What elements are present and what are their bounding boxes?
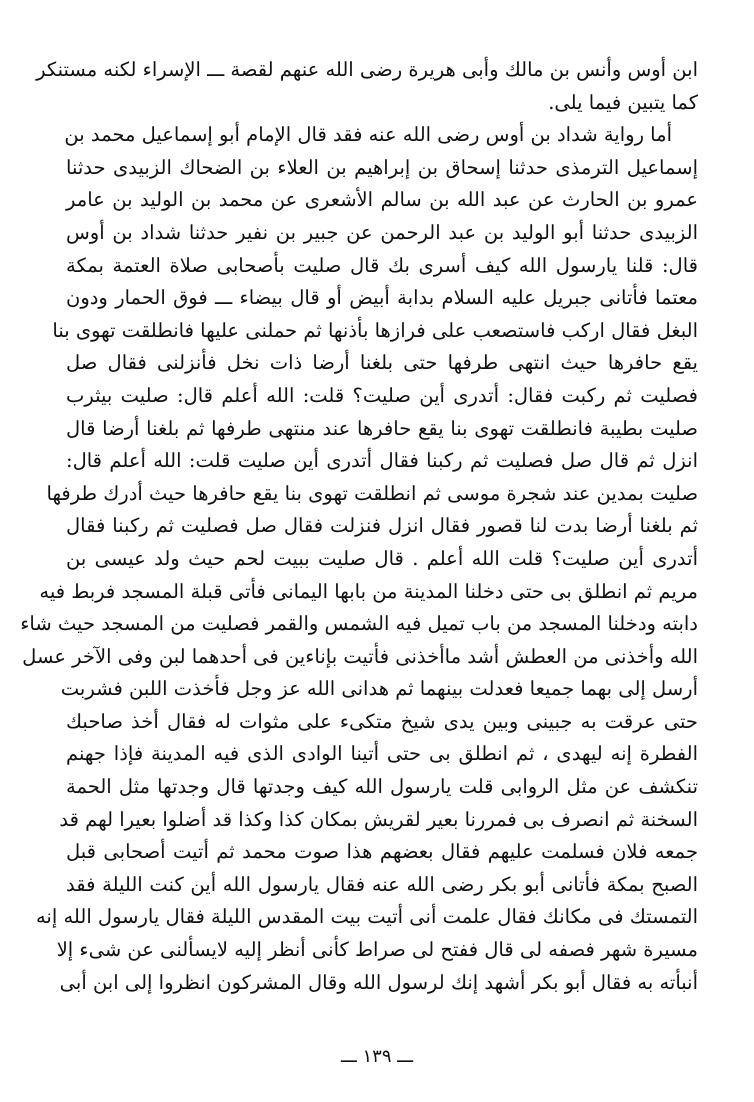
text-line-16: أتدرى أين صليت؟ قلت الله أعلم . قال صليت ببيت لحم حيث ولد عيسى بن (66, 546, 698, 570)
text-line-20: أرسل إلى بهما جميعا فعدلت بينهما ثم هدانى الله عز وجل فأخذت اللبن فشربت (60, 677, 698, 701)
text-line-10: يقع حافرها حيث انتهى طرفها حتى بلغنا أرضا ذات نخل فأنزلنى فقال صل (66, 351, 698, 375)
text-line-14: صليت بمدين عند شجرة موسى ثم انطلقت تهوى بنا يقع حافرها حيث أدرك طرفها (46, 481, 698, 505)
text-line-4: إسماعيل الترمذى حدثنا إسحاق بن إبراهيم بن العلاء بن الضحاك الزبيدى حدثنا (66, 155, 698, 179)
text-line-7: قال: قلنا يارسول الله كيف أسرى بك قال صليت بأصحابى صلاة العتمة بمكة (66, 253, 698, 277)
text-line-13: انزل ثم قال صل فصليت ثم ركبنا فقال أتدرى أين صليت قلت: الله أعلم قال: (66, 449, 698, 473)
text-line-5: عمرو بن الحارث عن عبد الله بن سالم الأشعرى عن محمد بن الوليد بن عامر (66, 188, 698, 212)
text-line-23: تنكشف عن مثل الروابى قلت يارسول الله كيف وجدتها قال وجدتها مثل الحمة (66, 775, 698, 799)
text-line-8: معتما فأتانى جبريل عليه السلام بدابة أبيض أو قال بيضاء ـــ فوق الحمار ودون (66, 286, 698, 310)
text-line-26: الصبح بمكة فأتانى أبو بكر رضى الله عنه فقال يارسول الله أين كنت الليلة فقد (66, 872, 698, 896)
text-line-11: فصليت ثم ركبت فقال: أتدرى أين صليت؟ قلت: الله أعلم قال: صليت بيثرب (66, 383, 698, 407)
text-line-3: أما رواية شداد بن أوس رضى الله عنه فقد قال الإمام أبو إسماعيل محمد بن (64, 123, 672, 147)
page-number: ـــ ١٣٩ ـــ (340, 1046, 414, 1067)
body-text (20, 54, 698, 999)
text-line-17: مريم ثم انطلق بى حتى دخلنا المدينة من بابها اليمانى فأتى قبلة المسجد فربط فيه (39, 579, 698, 603)
text-line-2: كما يتبين فيما يلى. (548, 90, 698, 114)
text-line-1: ابن أوس وأنس بن مالك وأبى هريرة رضى الله عنهم لقصة ـــ الإسراء لكنه مستنكر (36, 58, 698, 81)
text-line-29: أنبأته به فقال أبو بكر أشهد إنك لرسول الله وقال المشركون انظروا إلى ابن أبى (59, 970, 698, 994)
text-line-21: حتى عرقت به جبينى وبين يدى شيخ متكىء على مثوات له فقال أخذ صاحبك (66, 709, 698, 733)
text-line-22: الفطرة إنه ليهدى ، ثم انطلق بى حتى أتينا الوادى الذى فيه المدينة فإذا جهنم (66, 742, 698, 766)
text-line-6: الزبيدى حدثنا أبو الوليد بن عبد الرحمن عن جبير بن نفير حدثنا شداد بن أوس (66, 220, 698, 244)
text-line-9: البغل فقال اركب فاستصعب على فرازها بأذنها ثم حملنى عليها فانطلقت تهوى بنا (52, 318, 698, 342)
text-line-15: ثم بلغنا أرضا بدت لنا قصور فقال انزل فنزلت فقال صل فصليت ثم ركبنا فقال (66, 514, 698, 538)
text-line-12: صليت بطيبة فانطلقت تهوى بنا يقع حافرها عند منتهى طرفها ثم بلغنا أرضا قال (66, 416, 698, 440)
text-line-28: مسيرة شهر فصفه لى قال ففتح لى صراط كأنى أنظر إليه لايسألنى عن شىء إلا (56, 938, 698, 962)
text-line-19: الله وأخذنى من العطش أشد ماأخذنى فأتيت بإناءين فى أحدهما لبن وفى الآخر عسل (22, 644, 698, 668)
text-line-25: جمعه فلان فسلمت عليهم فقال بعضهم هذا صوت محمد ثم أتيت أصحابى قبل (66, 840, 698, 864)
text-line-18: دابته ودخلنا المسجد من باب تميل فيه الشمس والقمر فصليت من المسجد حيث شاء (20, 612, 698, 636)
text-line-27: التمستك فى مكانك فقال علمت أنى أتيت بيت المقدس الليلة فقال يارسول الله إنه (35, 905, 698, 929)
text-line-24: السخنة ثم انصرف بى فمررنا بعير لقريش بمكان كذا وكذا قد أضلوا بعيرا لهم قد (59, 807, 698, 831)
